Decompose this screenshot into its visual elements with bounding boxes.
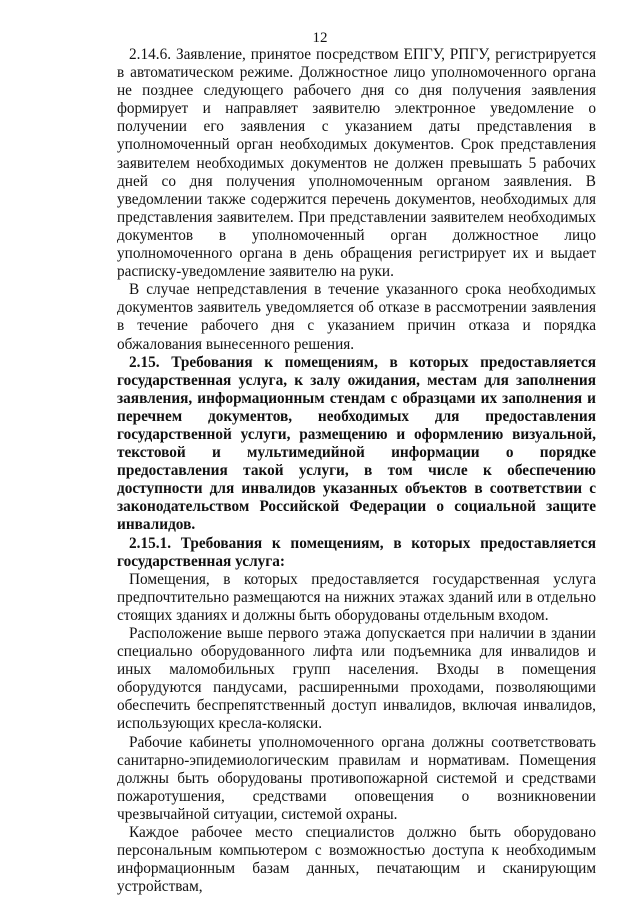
- document-body: [117, 46, 596, 896]
- page-number: 12: [312, 30, 328, 46]
- paragraph-2-14-6: 2.14.6. Заявление, принятое посредством ЕПГУ, РПГУ, регистрируется в автоматическом режиме. Должностное лицо уполномоченного органа не позднее следующего рабочего дня со дня получения заявления формирует и направляет заявителю электронное уведомление о получении его заявления с указанием даты представления в уполномоченный орган необходимых документов. Срок представления заявителем необходимых документов не должен превышать 5 рабочих дней со дня получения уполномоченным органом заявления. В уведомлении также содержится перечень документов, необходимых для представления заявителем. При представлении заявителем необходимых документов в уполномоченный орган должностное лицо уполномоченного органа в день обращения регистрирует их и выдает расписку-уведомление заявителю на руки.: [117, 46, 596, 281]
- paragraph-workplaces: Каждое рабочее место специалистов должно быть оборудовано персональным компьютером с возможностью доступа к необходимым информационным базам данных, печатающим и сканирующим устройствам,: [117, 824, 596, 896]
- heading-2-15-1: 2.15.1. Требования к помещениям, в которых предоставляется государственная услуга:: [117, 534, 596, 570]
- paragraph-refusal: В случае непредставления в течение указанного срока необходимых документов заявитель уведомляется об отказе в рассмотрении заявления в течение рабочего дня с указанием причин отказа и порядка обжалования вынесенного решения.: [117, 281, 596, 353]
- heading-2-15: 2.15. Требования к помещениям, в которых предоставляется государственная услуга, к залу ожидания, местам для заполнения заявления, информационным стендам с образцами их заполнения и перечнем документов, необходимых для предоставления государственной услуги, размещению и оформлению визуальной, текстовой и мультимедийной информации о порядке предоставления такой услуги, в том числе к обеспечению доступности для инвалидов указанных объектов в соответствии с законодательством Российской Федерации о социальной защите инвалидов.: [117, 353, 596, 534]
- paragraph-offices: Рабочие кабинеты уполномоченного органа должны соответствовать санитарно-эпидемиологическим правилам и нормативам. Помещения должны быть оборудованы противопожарной системой и средствами пожаротушения, средствами оповещения о возникновении чрезвычайной ситуации, системой охраны.: [117, 733, 596, 823]
- paragraph-premises: Помещения, в которых предоставляется государственная услуга предпочтительно размещаются на нижних этажах зданий или в отдельно стоящих зданиях и должны быть оборудованы отдельным входом.: [117, 570, 596, 624]
- paragraph-accessibility: Расположение выше первого этажа допускается при наличии в здании специально оборудованного лифта или подъемника для инвалидов и иных маломобильных групп населения. Входы в помещения оборудуются пандусами, расширенными проходами, позволяющими обеспечить беспрепятственный доступ инвалидов, включая инвалидов, использующих кресла-коляски.: [117, 625, 596, 733]
